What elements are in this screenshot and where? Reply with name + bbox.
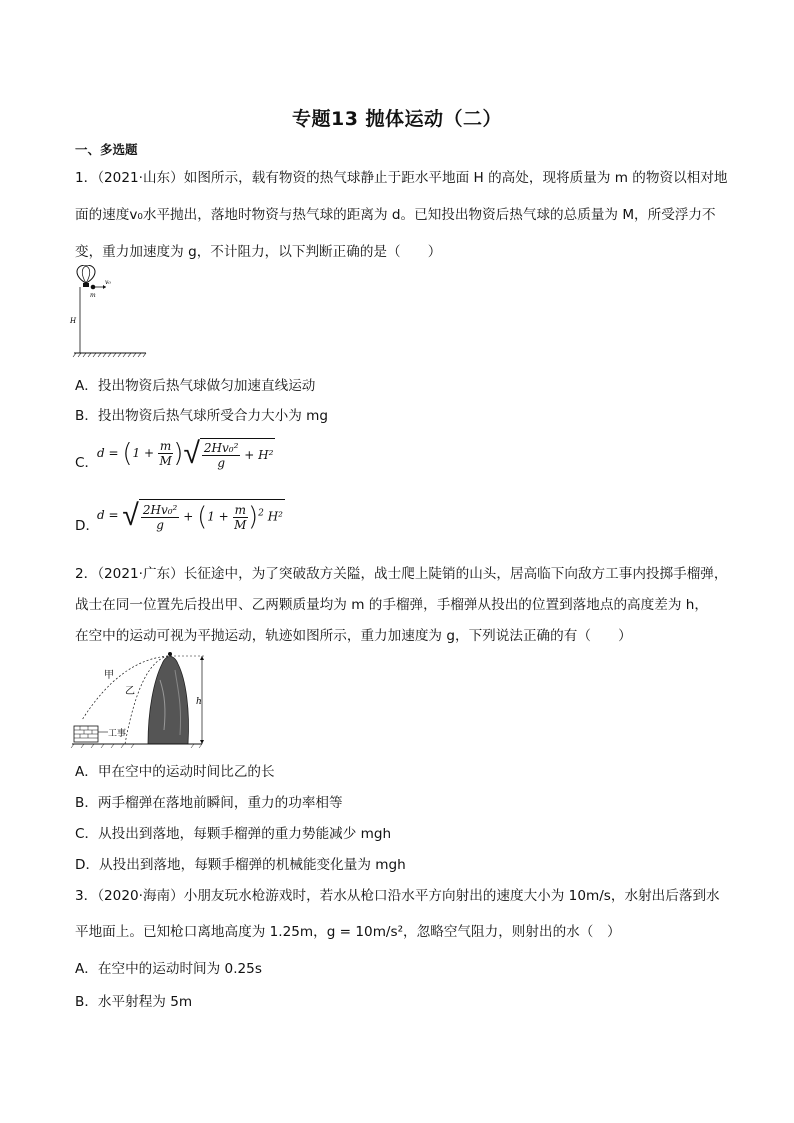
jia-label: 甲 bbox=[104, 670, 114, 681]
h-label: h bbox=[196, 697, 202, 707]
q1-option-a: A．投出物资后热气球做匀加速直线运动 bbox=[75, 378, 316, 394]
q2-option-a: A．甲在空中的运动时间比乙的长 bbox=[75, 764, 275, 780]
q1-text-line-2: 面的速度v₀水平抛出，落地时物资与热气球的距离为 d。已知投出物资后热气球的总质量为 M，所受浮力不 bbox=[75, 207, 716, 223]
soldier-icon bbox=[168, 652, 172, 656]
section-heading: 一、多选题 bbox=[75, 142, 138, 157]
q3-option-a: A．在空中的运动时间为 0.25s bbox=[75, 961, 262, 977]
q1-option-d-formula: d = √ $\frac{\text{2Hv₀²}}{g}$ + (1 + $\frac{m}{M}$ )$^2$ H² bbox=[97, 498, 283, 533]
q3-text-line-1: 3．（2020·海南）小朋友玩水枪游戏时，若水从枪口沿水平方向射出的速度大小为 10m/s，水射出后落到水 bbox=[75, 888, 720, 904]
m-label: m bbox=[90, 292, 96, 299]
q2-text-line-3: 在空中的运动可视为平抛运动，轨迹如图所示，重力加速度为 g，下列说法正确的有（ ） bbox=[75, 628, 632, 644]
q1-text-line-3: 变，重力加速度为 g，不计阻力，以下判断正确的是（ ） bbox=[75, 244, 442, 260]
q3-option-b: B．水平射程为 5m bbox=[75, 994, 193, 1010]
q1-balloon-figure bbox=[66, 265, 156, 360]
yi-label: 乙 bbox=[125, 686, 135, 697]
q1-text-line-1: 1．（2021·山东）如图所示，载有物资的热气球静止于距水平地面 H 的高处，现将质量为 m 的物资以相对地 bbox=[75, 170, 728, 186]
q2-option-d: D．从投出到落地，每颗手榴弹的机械能变化量为 mgh bbox=[75, 857, 406, 873]
page-title: 专题13 抛体运动（二） bbox=[291, 108, 503, 130]
balloon-icon bbox=[77, 265, 95, 283]
q2-option-c: C．从投出到落地，每颗手榴弹的重力势能减少 mgh bbox=[75, 826, 392, 842]
gongshi-label: 工事 bbox=[108, 729, 127, 739]
q2-grenade-figure bbox=[70, 650, 220, 750]
payload-dot bbox=[91, 285, 96, 290]
q1-option-c-label: C． bbox=[75, 455, 99, 471]
q1-option-b: B．投出物资后热气球所受合力大小为 mg bbox=[75, 408, 329, 424]
q2-option-b: B．两手榴弹在落地前瞬间，重力的功率相等 bbox=[75, 795, 343, 811]
q2-text-line-1: 2．（2021·广东）长征途中，为了突破敌方关隘，战士爬上陡销的山头，居高临下向敌方工事内投掷手榴弹， bbox=[75, 566, 728, 582]
q1-option-d-label: D． bbox=[75, 518, 100, 534]
q2-text-line-2: 战士在同一位置先后投出甲、乙两颗质量均为 m 的手榴弹，手榴弹从投出的位置到落地点的高度差为 h， bbox=[75, 597, 708, 613]
mountain-icon bbox=[148, 657, 189, 745]
q3-text-line-2: 平地面上。已知枪口离地高度为 1.25m，g = 10m/s²，忽略空气阻力，则射出的水（ ） bbox=[75, 924, 621, 940]
H-label: H bbox=[70, 317, 77, 325]
v0-label: v₀ bbox=[105, 279, 111, 286]
q1-option-c-formula: d = (1 + $\frac{m}{M}$ )√ $\frac{\text{2Hv₀²}}{g}$ + H² bbox=[97, 436, 274, 471]
